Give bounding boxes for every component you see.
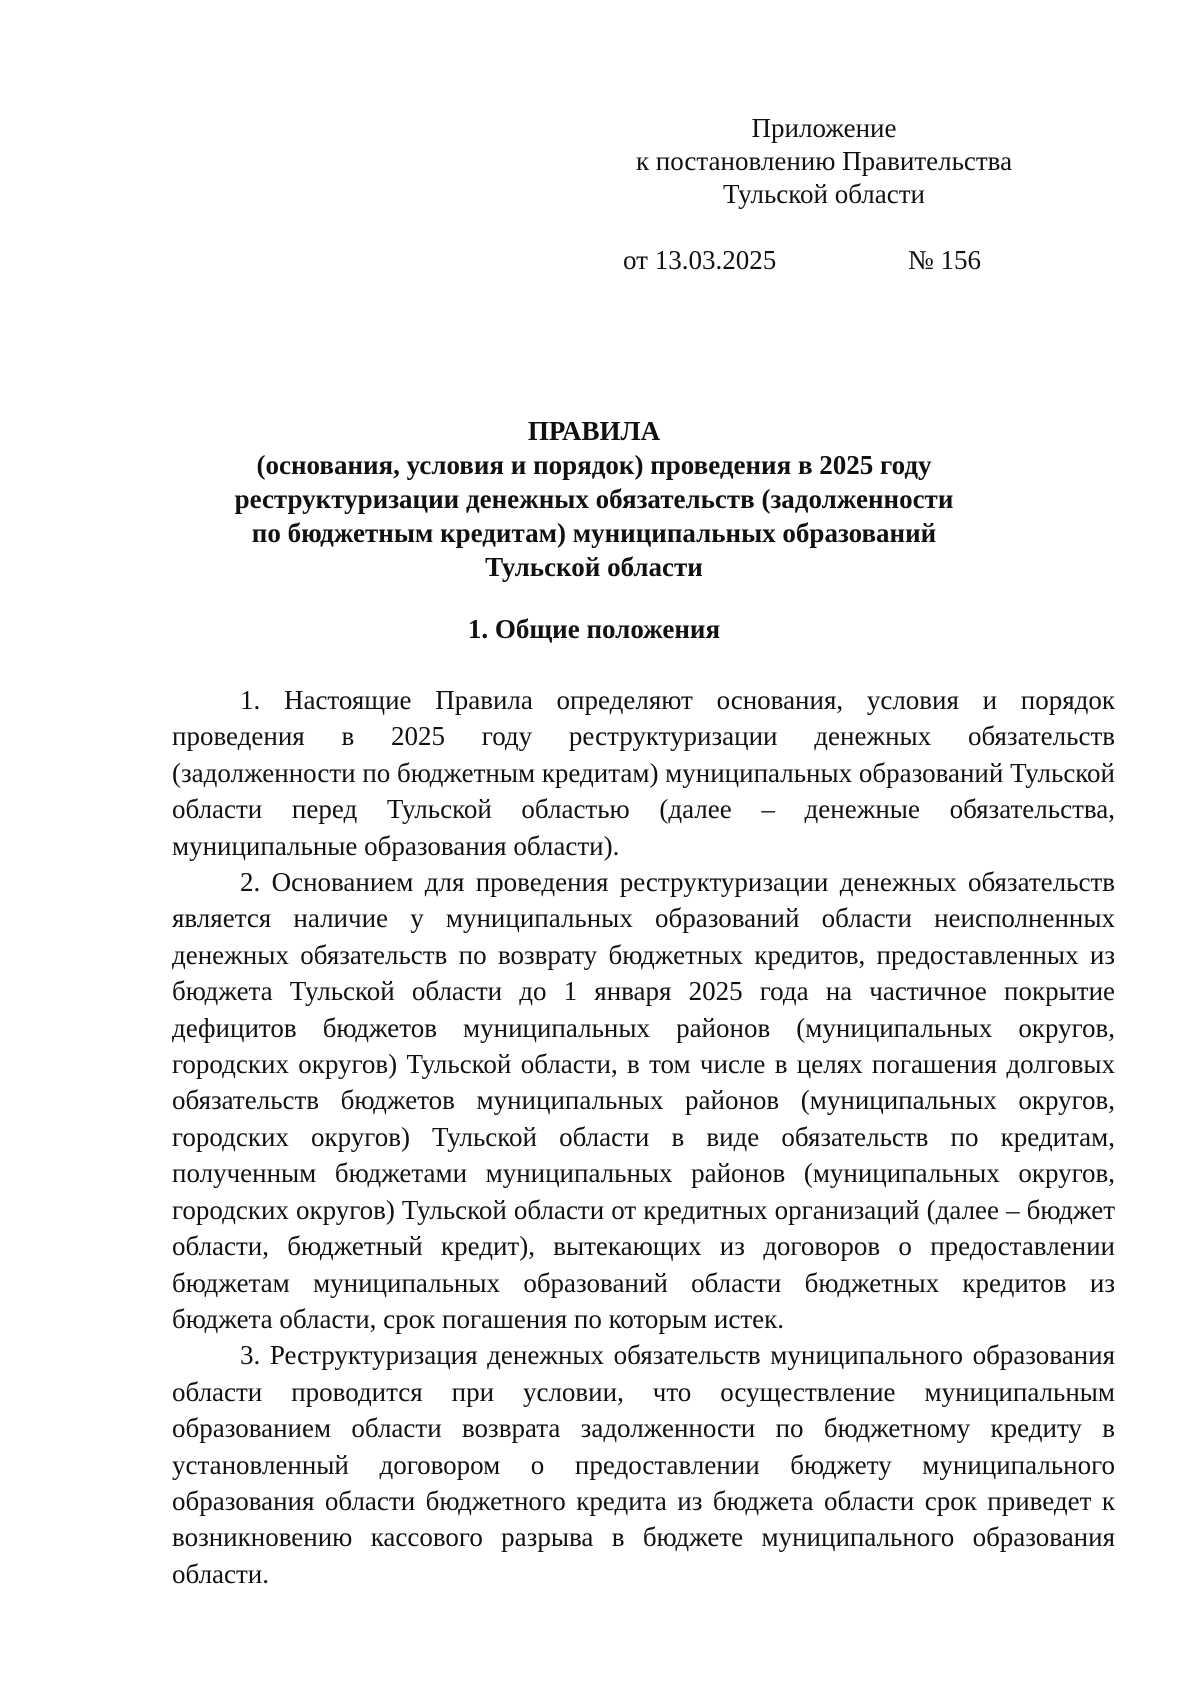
- decree-date: от 13.03.2025: [623, 245, 777, 275]
- title-line-3: реструктуризации денежных обязательств (задолженности: [234, 484, 954, 514]
- decree-number: № 156: [908, 245, 982, 275]
- section-body: [172, 682, 1115, 1592]
- paragraph-3: 3. Реструктуризация денежных обязательств муниципального образования области проводится при условии, что осуществление муниципальным образованием области возврата задолженности по бюджетному кредиту в установленный договором о предоставлении бюджету муниципального образования области бюджетного кредита из бюджета области срок приведет к возникновению кассового разрыва в бюджете муниципального образования области.: [172, 1340, 1115, 1589]
- paragraph-1: 1. Настоящие Правила определяют основания, условия и порядок проведения в 2025 году реструктуризации денежных обязательств (задолженности по бюджетным кредитам) муниципальных образований Тульской области перед Тульской областью (далее – денежные обязательства, муниципальные образования области).: [172, 685, 1115, 861]
- appendix-line-1: Приложение: [751, 113, 897, 143]
- appendix-line-3: Тульской области: [723, 179, 925, 209]
- decree-dateline: [623, 244, 1003, 277]
- title-line-1: ПРАВИЛА: [527, 416, 661, 446]
- title-line-5: Тульской области: [485, 552, 703, 582]
- appendix-header: [620, 112, 1028, 211]
- paragraph-2: 2. Основанием для проведения реструктуризации денежных обязательств является наличие у муниципальных образований области неисполненных денежных обязательств по возврату бюджетных кредитов, предоставленных из бюджета Тульской области до 1 января 2025 года на частичное покрытие дефицитов бюджетов муниципальных районов (муниципальных округов, городских округов) Тульской области, в том числе в целях погашения долговых обязательств бюджетов муниципальных районов (муниципальных округов, городских округов) Тульской области в виде обязательств по кредитам, полученным бюджетами муниципальных районов (муниципальных округов, городских округов) Тульской области от кредитных организаций (далее – бюджет области, бюджетный кредит), вытекающих из договоров о предоставлении бюджетам муниципальных образований области бюджетных кредитов из бюджета области, срок погашения по которым истек.: [172, 867, 1115, 1334]
- title-line-2: (основания, условия и порядок) проведения в 2025 году: [256, 450, 932, 480]
- section-heading: 1. Общие положения: [467, 614, 721, 644]
- document-title: [160, 414, 1028, 584]
- title-line-4: по бюджетным кредитам) муниципальных образований: [251, 518, 937, 548]
- appendix-line-2: к постановлению Правительства: [635, 146, 1013, 176]
